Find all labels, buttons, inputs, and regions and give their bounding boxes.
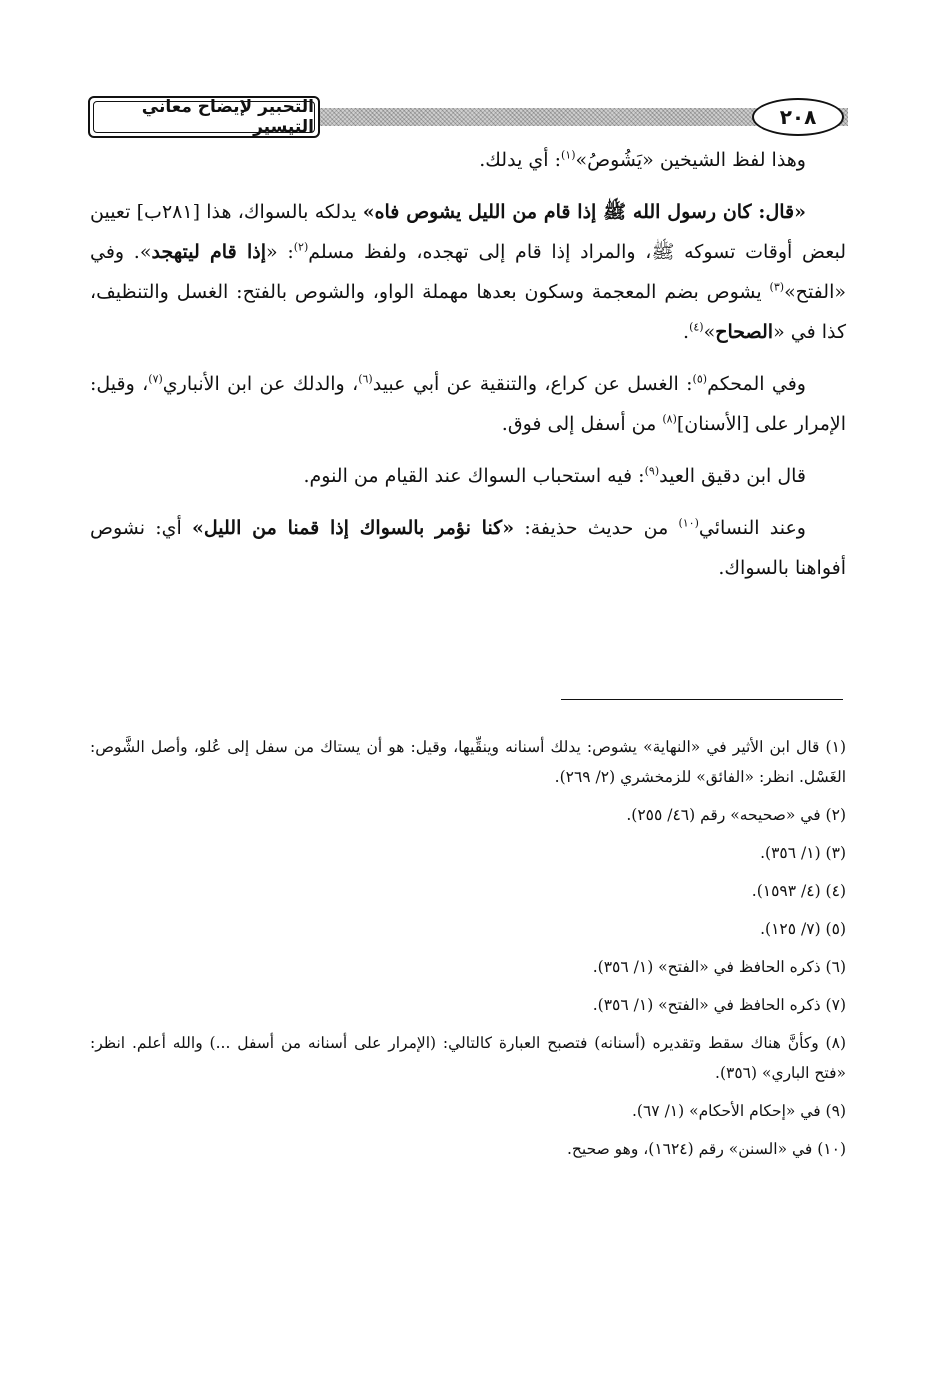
footnote-ref: (٩) [644,464,660,478]
paragraph-3 [90,364,846,444]
paragraph-4 [90,456,846,496]
main-text [90,140,846,600]
text-run: من حديث حذيفة: [514,517,679,539]
footnote-ref: (٣) [769,280,785,294]
text-run: وفي المحكم [707,373,806,395]
text-run: . [683,321,690,343]
footnote-2: (٢) في «صحيحه» رقم (٤٦/ ٢٥٥). [626,806,846,824]
text-run: : أي يدلك. [479,149,561,171]
footnote-ref: (٢) [293,240,309,254]
text-run: من أسفل إلى فوق. [501,413,663,435]
paragraph-2 [90,192,846,352]
text-run: ». وفي «الفتح» [90,241,846,303]
page-header [88,96,848,142]
footnote-ref: (٤) [689,320,704,334]
footnote-9: (٩) في «إحكام الأحكام» (١/ ٦٧). [632,1102,846,1120]
text-run: قال ابن دقيق العيد [659,465,806,487]
text-run: ، وقيل: الإمرار على [الأسنان] [90,373,846,435]
footnote-ref: (٨) [662,412,677,426]
paragraph-1 [90,140,846,180]
footnote-1: (١) قال ابن الأثير في «النهاية» يشوص: يدلك أسنانه وينقِّيها، وقيل: هو أن يستاك من سفل إلى عُلو، وأصل الشَّوص: الغَسْل. انظر: «الفائق» للزمخشري (٢/ ٢٦٩). [90,738,846,786]
footnote-ref: (٦) [358,372,373,386]
text-run: » [703,321,716,343]
text-run: ، والدلك عن ابن الأنباري [162,373,359,395]
footnote-5: (٥) (٧/ ١٢٥). [760,920,846,938]
text-run: يشوص بضم المعجمة وسكون بعدها مهملة الواو، والشوص بالفتح: الغسل والتنظيف، كذا في « [90,281,846,343]
text-run: أي: نشوص أفواهنا بالسواك. [90,517,846,579]
paragraph-5 [90,508,846,588]
text-run: يدلكه بالسواك، هذا [٢٨١ب] تعيين لبعض أوقات تسوكه ﷺ، والمراد إذا قام إلى تهجده، ولفظ مسلم [90,201,846,263]
footnote-6: (٦) ذكره الحافظ في «الفتح» (١/ ٣٥٦). [592,958,846,976]
text-run: : « [265,241,294,263]
footnote-ref: (١٠) [678,516,699,530]
footnote-3: (٣) (١/ ٣٥٦). [760,844,846,862]
footnote-ref: (٥) [692,372,708,386]
text-run: : فيه استحباب السواك عند القيام من النوم. [303,465,645,487]
hadith-quote: إذا قام ليتهجد [151,241,266,263]
text-run: : الغسل عن كراع، والتنقية عن أبي عبيد [372,373,693,395]
footnote-10: (١٠) في «السنن» رقم (١٦٢٤)، وهو صحيح. [566,1140,846,1158]
hadith-quote: «كنا نؤمر بالسواك إذا قمنا من الليل» [192,517,515,539]
book-title-frame [88,96,320,138]
book-name: الصحاح [715,321,774,343]
footnote-4: (٤) (٤/ ١٥٩٣). [751,882,846,900]
page-number: ٢٠٨ [752,98,844,136]
text-run: وهذا لفظ الشيخين «يَشُوصُ» [575,149,806,171]
text-run: وعند النسائي [698,517,806,539]
footnote-ref: (٧) [148,372,163,386]
footnote-separator [561,699,843,700]
hadith-quote: «قال: كان رسول الله ﷺ إذا قام من الليل يشوص فاه» [362,201,806,223]
footnotes [90,732,846,1172]
footnote-7: (٧) ذكره الحافظ في «الفتح» (١/ ٣٥٦). [592,996,846,1014]
footnote-ref: (١) [560,148,576,162]
footnote-8: (٨) وكأنَّ هناك سقط وتقديره (أسنانه) فتصبح العبارة كالتالي: (الإمرار على أسنانه من أسفل ...) والله أعلم. انظر: «فتح الباري» (٣٥٦). [90,1034,846,1082]
book-title: التحبير لإيضاح معاني التيسير [93,101,315,133]
